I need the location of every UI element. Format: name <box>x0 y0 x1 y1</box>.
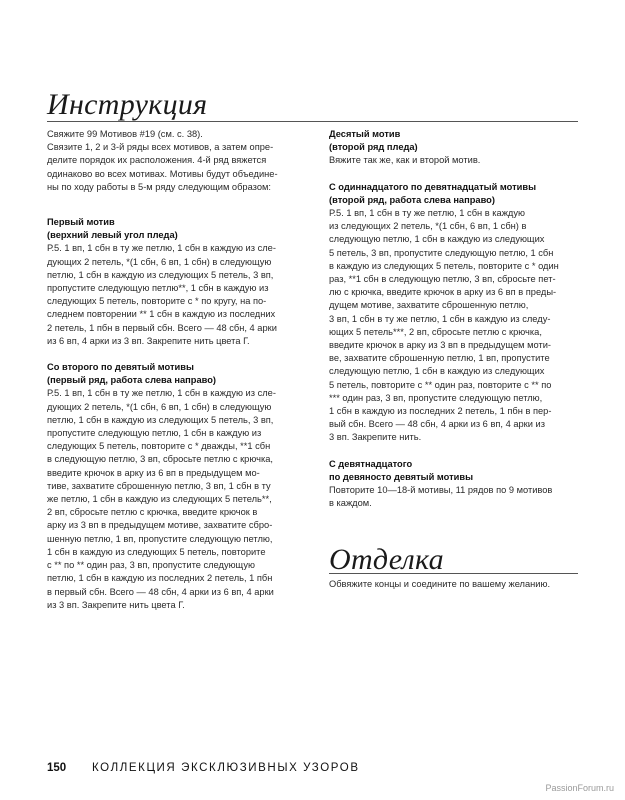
title-rule <box>47 121 578 122</box>
section-body: Вяжите так же, как и второй мотив. <box>329 155 481 166</box>
section-body: Р.5. 1 вп, 1 сбн в ту же петлю, 1 сбн в каждую из сле- дующих 2 петель, *(1 сбн, 6 вп, 1 сбн) в следующую петлю, 1 сбн в каждую из следующих 5 петель, 3 вп, пропустите следующую петлю**, 1 сбн в каждую из следующих 5 петель, повторите с * по кругу, на по- следнем повторении ** 1 сбн в каждую из последних 2 петель, 1 пбн в первый сбн. Всего — 48 сбн, 4 арки из 6 вп, 4 арки из 3 вп. Закрепите нить цвета Г. <box>47 243 277 346</box>
page-number: 150 <box>47 762 67 774</box>
left-column <box>47 128 312 612</box>
section-body: Р.5. 1 вп, 1 сбн в ту же петлю, 1 сбн в каждую из сле- дующих 2 петель, *(1 сбн, 6 вп, 1 сбн) в следующую петлю, 1 сбн в каждую из следующих 5 петель, 3 вп, пропустите следующую петлю, 1 сбн в каждую из следующих 5 петель, повторите с * дважды, **1 сбн в следующую петлю, 3 вп, сбросьте петлю с крючка, введите крючок в арку из 6 вп в предыдущем мо- тиве, захватите сброшенную петлю, 3 вп, 1 сбн в ту же петлю, 1 сбн в каждую из следующих 5 петель**, 2 вп, сбросьте петлю с крючка, введите крючок в арку из 3 вп в предыдущем мотиве, захватите сбро- шенную петлю, 1 вп, пропустите следующую петлю, 1 сбн в каждую из следующих 5 петель, повторите с ** по ** один раз, 3 вп, пропустите следующую петлю, 1 сбн в каждую из последних 2 петель, 1 пбн в первый сбн. Всего — 48 сбн, 4 арки из 6 вп, 4 арки из 3 вп. Закрепите нить цвета Г. <box>47 388 276 610</box>
finish-rule <box>329 573 578 574</box>
section-body: Р.5. 1 вп, 1 сбн в ту же петлю, 1 сбн в каждую из следующих 2 петель, *(1 сбн, 6 вп, 1 сбн) в следующую петлю, 1 сбн в каждую из следующих 5 петель, 3 вп, пропустите следующую петлю, 1 сбн в каждую из следующих 5 петель, повторите с * один раз, **1 сбн в следующую петлю, 3 вп, сбросьте пет- лю с крючка, введите крючок в арку из 6 вп в преды- дущем мотиве, захватите сброшенную петлю, 3 вп, 1 сбн в ту же петлю, 1 сбн в каждую из следу- ющих 5 петель***, 2 вп, сбросьте петлю с крючка, введите крючок в арку из 3 вп в предыдущем моти- ве, захватите сброшенную петлю, 1 вп, пропустите следующую петлю, 1 сбн в каждую из следующих 5 петель, повторите с ** один раз, повторите с ** по *** один раз, 3 вп, пропустите следующую петлю, 1 сбн в каждую из последних 2 петель, 1 пбн в пер- вый сбн. Всего — 48 сбн, 4 арки из 6 вп, 4 арки из 3 вп. Закрепите нить. <box>329 208 559 443</box>
section-heading: Десятый мотив <box>329 129 401 139</box>
finish-title: Отделка <box>329 543 444 576</box>
section-body: Повторите 10—18-й мотивы, 11 рядов по 9 мотивов в каждом. <box>329 485 553 509</box>
section-heading: Со второго по девятый мотивы <box>47 362 194 373</box>
section-subheading: (второй ряд, работа слева направо) <box>329 194 495 205</box>
book-title: КОЛЛЕКЦИЯ ЭКСКЛЮЗИВНЫХ УЗОРОВ <box>92 762 360 774</box>
section-heading: Первый мотив <box>47 217 115 228</box>
section-heading: С одиннадцатого по девятнадцатый мотивы <box>329 181 537 192</box>
section-subheading: (верхний левый угол пледа) <box>47 230 178 241</box>
finish-body: Обвяжите концы и соедините по вашему желанию. <box>329 579 551 589</box>
section-subheading: (второй ряд пледа) <box>329 142 418 153</box>
section-heading: С девятнадцатого <box>329 458 413 469</box>
section-subheading: (первый ряд, работа слева направо) <box>47 375 216 386</box>
intro-paragraph: Свяжите 99 Мотивов #19 (см. с. 38). Связите 1, 2 и 3-й ряды всех мотивов, а затем опре- делите порядок их расположения. 4-й ряд вяжется одинаково во всех мотивах. Мотивы будут объедине- ны по ходу работы в 5-м ряду следующим образом: <box>47 129 278 192</box>
section-subheading: по девяносто девятый мотивы <box>329 471 474 482</box>
right-column <box>329 128 589 510</box>
watermark: PassionForum.ru <box>545 783 614 793</box>
page-title: Инструкция <box>47 88 208 121</box>
